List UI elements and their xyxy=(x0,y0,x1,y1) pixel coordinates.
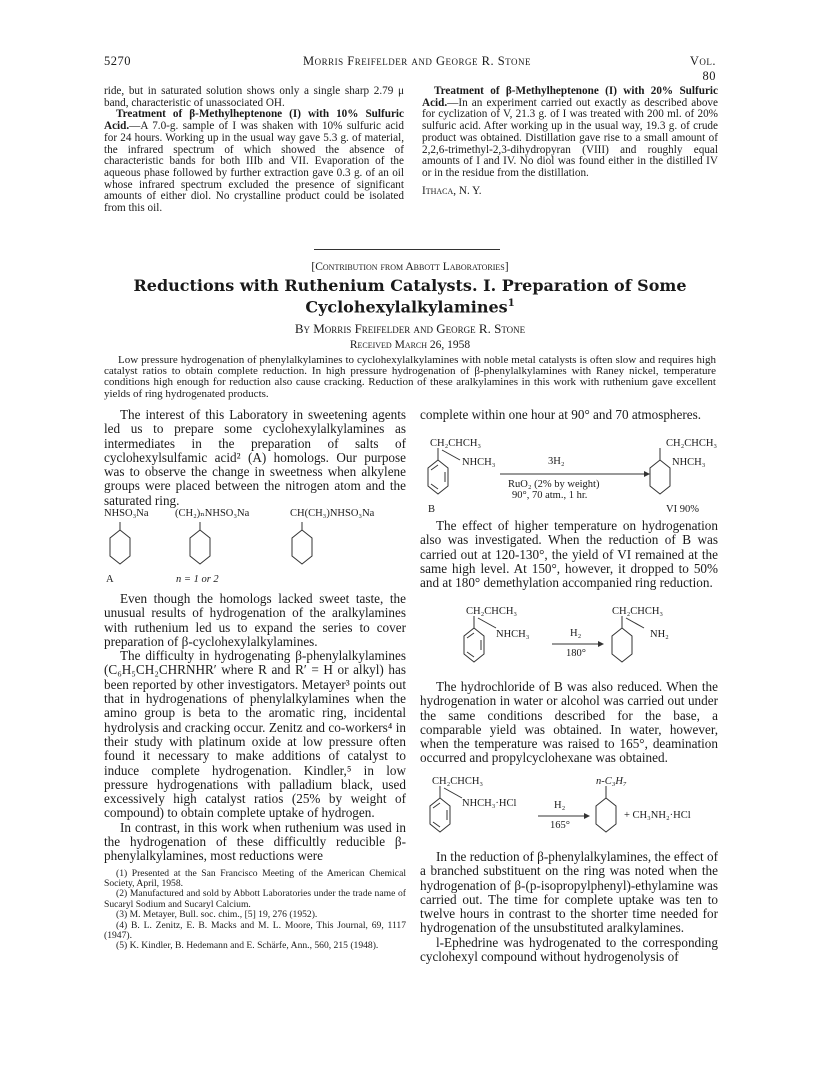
prev-article-paragraph xyxy=(422,86,718,180)
compound-label-b: B xyxy=(428,504,436,515)
reaction-arrow-icon xyxy=(538,812,590,820)
received-date: Received March 26, 1958 xyxy=(349,339,471,351)
left-main-column xyxy=(104,408,406,508)
benzene-ring-icon xyxy=(426,448,466,508)
right-main-column xyxy=(420,408,718,422)
scheme3-reagent: H₂ xyxy=(554,800,566,811)
article-separator xyxy=(314,249,500,250)
body-paragraph: The interest of this Laboratory in sweetening agents led us to prepare some cyclohexylalkylamines as intermediates in the preparation of salts of cyclohexylsulfamic acid² (A) homologs. Our purpose was to observe the change in sweetness when alkylene groups were placed between the nitrogen atom and the saturated ring. xyxy=(104,407,406,508)
top-right-column xyxy=(422,86,718,197)
section-body: —In an experiment carried out exactly as described above for cyclization of V, 21.3 g. of I was treated with 200 ml. of 20% sulfuric acid. After working up in the usual way, 19.3 g. of crude product was obtained. Distillation gave rise to a small amount of 2,2,6-trimethyl-2,3-dihydropyran (VIII) and roughly equal amounts of I and IV. No diol was found either in the distilled IV or in the residue from the distillation. xyxy=(422,96,718,179)
left-main-column-cont xyxy=(104,592,406,952)
title-line-2-text: Cyclohexylalkylamines xyxy=(305,297,508,317)
scheme3-left-amine: NHCH₃·HCl xyxy=(462,798,517,809)
place-line: Ithaca, N. Y. xyxy=(422,184,482,197)
scheme1-right-amine: NHCH₃ xyxy=(672,457,706,468)
volume-number: Vol. 80 xyxy=(689,54,716,83)
reaction-arrow-icon xyxy=(552,640,604,648)
structure-n-label: n = 1 or 2 xyxy=(176,574,219,585)
scheme1-left-amine: NHCH₃ xyxy=(462,457,496,468)
body-paragraph: In contrast, in this work when ruthenium was used in the hydrogenation of these difficultly reducible β-phenylalkylamines, most reductions were xyxy=(104,819,406,864)
benzene-ring-icon xyxy=(462,616,502,676)
article-title xyxy=(104,277,716,316)
footnote: (1) Presented at the San Francisco Meeting of the American Chemical Society, April, 1958. xyxy=(104,867,406,890)
scheme2-reagent: H₂ xyxy=(570,628,582,639)
structure-b-label-top: (CH₂)ₙNHSO₃Na xyxy=(175,508,250,519)
cyclohexane-ring-icon xyxy=(188,522,212,570)
title-line-2 xyxy=(104,295,716,316)
scheme2-right-substituent: CH₂CHCH₃ xyxy=(612,606,664,617)
scheme2-condition: 180° xyxy=(566,648,586,659)
scheme2-left-amine: NHCH₃ xyxy=(496,629,530,640)
scheme3-left-substituent: CH₂CHCH₃ xyxy=(432,776,484,787)
cyclohexane-ring-icon xyxy=(648,448,678,508)
cyclohexane-ring-icon xyxy=(594,786,624,846)
footnotes xyxy=(104,869,406,952)
abstract-text: Low pressure hydrogenation of phenylalkylamines to cyclohexylalkylamines with noble metal catalysts is often slow and requires high catalyst ratios to obtain complete reduction. In high pressure hydrogenation of β-phenylalkylamines with Raney nickel, temperature conditions high enough for reduction also cause cracking. Reduction of these aralkylamines in this work with ruthenium gave excellent yields of ring hydrogenated products. xyxy=(104,354,716,400)
section-heading: Treatment of β-Methylheptenone (I) with 10% Sulfuric Acid. xyxy=(104,108,404,133)
byline: By Morris Freifelder and George R. Stone xyxy=(294,321,526,336)
prev-article-paragraph: ride, but in saturated solution shows only a single sharp 2.79 μ band, characteristic of unassociated OH. xyxy=(104,85,404,109)
benzene-ring-icon xyxy=(428,786,468,846)
scheme2-left-substituent: CH₂CHCH₃ xyxy=(466,606,518,617)
compound-label-vi: VI 90% xyxy=(666,504,699,515)
body-paragraph: complete within one hour at 90° and 70 atmospheres. xyxy=(420,407,702,422)
cyclohexane-ring-icon xyxy=(610,616,650,676)
footnote: (5) K. Kindler, B. Hedemann and E. Schärfe, Ann., 560, 215 (1948). xyxy=(116,940,379,952)
cyclohexane-ring-icon xyxy=(108,522,132,570)
footnote: (3) M. Metayer, Bull. soc. chim., [5] 19, 276 (1952). xyxy=(116,909,318,921)
body-paragraph: The effect of higher temperature on hydrogenation also was investigated. When the reduction of B was carried out at 120-130°, the yield of VI remained at the same high level. At 150°, however, it dropped to 50% and at 180° demethylation accompanied ring reduction. xyxy=(420,518,718,591)
scheme3-condition: 165° xyxy=(550,820,570,831)
scheme3-right-substituent: n-C₃H₇ xyxy=(596,776,627,787)
page-number: 5270 xyxy=(104,54,131,68)
cyclohexane-ring-icon xyxy=(290,522,314,570)
scheme1-left-substituent: CH₂CHCH₃ xyxy=(430,438,482,449)
contribution-line: [Contribution from Abbott Laboratories] xyxy=(311,261,509,273)
scheme1-right-substituent: CH₂CHCH₃ xyxy=(666,438,718,449)
reaction-arrow-icon xyxy=(500,470,650,478)
structure-a-label: A xyxy=(106,574,114,585)
footnote: (4) B. L. Zenitz, E. B. Macks and M. L. Moore, This Journal, 69, 1117 (1947). xyxy=(104,919,406,942)
abstract xyxy=(104,355,716,400)
right-main-column-p4 xyxy=(420,850,718,964)
title-line-1: Reductions with Ruthenium Catalysts. I. Preparation of Some xyxy=(133,276,687,295)
title-footnote-ref: 1 xyxy=(507,298,515,309)
body-paragraph: Even though the homologs lacked sweet taste, the unusual results of hydrogenation of the aralkylamines with ruthenium led us to expand the series to cover preparation of β-cyclohexylalkylamines. xyxy=(104,591,406,649)
structure-a-label-top: NHSO₃Na xyxy=(104,508,149,519)
prev-article-paragraph xyxy=(104,109,404,214)
footnote: (2) Manufactured and sold by Abbott Laboratories under the trade name of Sucaryl Sodium and Sucaryl Calcium. xyxy=(104,888,406,910)
body-paragraph: l-Ephedrine was hydrogenated to the corresponding cyclohexyl compound without hydrogenolysis of xyxy=(420,934,718,965)
running-title: Morris Freifelder and George R. Stone xyxy=(303,54,531,68)
structure-c-label-top: CH(CH₃)NHSO₃Na xyxy=(290,508,375,519)
section-body: —A 7.0-g. sample of I was shaken with 10% sulfuric acid for 24 hours. Working up in the usual way gave 5.3 g. of material, the infrared spectrum of which showed the absence of characteristic bands for both IIIb and VII. Evaporation of the aqueous phase followed by further extraction gave 0.3 g. of an oil whose infrared spectrum excluded the presence of significant amounts of either diol. No crystalline product could be isolated from this oil. xyxy=(104,120,404,215)
scheme1-condition: 90°, 70 atm., 1 hr. xyxy=(512,490,588,501)
scheme1-reagent: 3H₂ xyxy=(548,456,565,467)
top-left-column xyxy=(104,86,404,215)
scheme2-right-amine: NH₂ xyxy=(650,629,669,640)
scheme1-condition: RuO₂ (2% by weight) xyxy=(508,479,600,490)
body-paragraph: The difficulty in hydrogenating β-phenylalkylamines (C₆H₅CH₂CHRNHR′ where R and R′ = H or alkyl) has been reported by other investigators. Metayer³ points out that in hydrogenations of phenylalkylamines when the amino group is beta to the aromatic ring, incidental hydrolysis and cracking occur. Zenitz and co-workers⁴ in their study with platinum oxide at low pressure often found it necessary to make additions of catalyst to induce complete hydrogenation. Kindler,⁵ in low pressure hydrogenations with palladium black, used excessively high catalyst ratios (25% by weight of compound) to obtain complete uptake of hydrogen. xyxy=(104,648,406,821)
right-main-column-p2 xyxy=(420,519,718,590)
scheme3-byproduct: + CH₃NH₂·HCl xyxy=(624,810,691,821)
right-main-column-p3 xyxy=(420,680,718,766)
section-heading: Treatment of β-Methylheptenone (I) with 20% Sulfuric Acid. xyxy=(422,85,718,109)
body-paragraph: The hydrochloride of B was also reduced. When the hydrogenation in water or alcohol was carried out under the same conditions described for the base, a comparable yield was obtained. In water, however, when the temperature was raised to 165°, deamination occurred and propylcyclohexane was obtained. xyxy=(420,679,718,766)
body-paragraph: In the reduction of β-phenylalkylamines, the effect of a branched substituent on the ring was noted when the hydrogenation of β-(p-isopropylphenyl)-ethylamine was carried out. The time for complete uptake was ten to twelve hours in contrast to the shorter time needed for hydrogenation of the unsubstituted aralkylamines. xyxy=(420,849,718,936)
